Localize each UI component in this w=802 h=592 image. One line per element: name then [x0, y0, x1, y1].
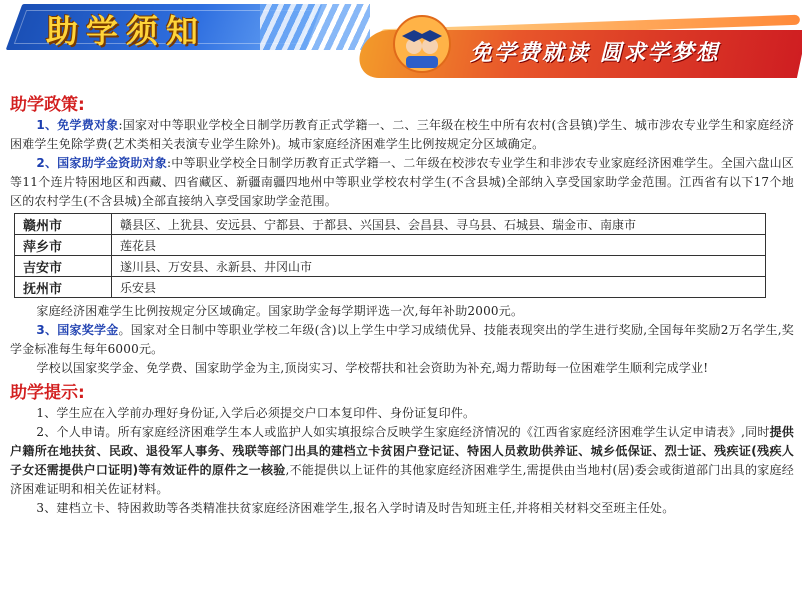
- page-title: 助学须知: [46, 12, 207, 50]
- tip2-required-docs: 提供户籍所在地扶贫、民政、退役军人事务、残联等部门出具的建档立卡贫困户登记证、特困人员救助供养证、城乡低保证、烈士证、残疾证(残疾人子女还需提供户口证明)等有效证件的原件之一核验: [10, 425, 795, 477]
- table-row: [15, 214, 766, 235]
- tips-title: 助学提示:: [10, 383, 85, 403]
- city-cell: 赣州市: [15, 214, 112, 235]
- table-row: [15, 277, 766, 298]
- header-banner: [0, 0, 802, 88]
- policy-item-2: [10, 154, 794, 211]
- tip-1: 1、学生应在入学前办理好身份证,入学后必须提交户口本复印件、身份证复印件。: [36, 406, 476, 420]
- policy-title: 助学政策:: [10, 95, 85, 115]
- city-cell: 抚州市: [15, 277, 112, 298]
- item3-text: 。国家对全日制中等职业学校二年级(含)以上学生中学习成绩优异、技能表现突出的学生进行奖励,全国每年奖励2万名学生,奖学金标准每生每年6000元。: [10, 323, 794, 356]
- main-content: [10, 94, 794, 518]
- counties-cell: 乐安县: [112, 277, 766, 298]
- closing-text: 学校以国家奖学金、免学费、国家助学金为主,顶岗实习、学校帮扶和社会资助为补充,竭力帮助每一位困难学生顺利完成学业!: [36, 361, 709, 375]
- item2-label: 2、国家助学金资助对象: [36, 156, 168, 170]
- title-stripes: [260, 4, 370, 50]
- after-table-text: 家庭经济困难学生比例按规定分区域确定。国家助学金每学期评选一次,每年补助2000元。: [36, 304, 524, 318]
- tip2-intro: 2、个人申请。所有家庭经济困难学生本人或监护人如实填报综合反映学生家庭经济情况的《江西省家庭经济困难学生认定申请表》,同时: [36, 425, 770, 439]
- table-row: [15, 256, 766, 277]
- region-table: [14, 213, 766, 298]
- graduates-icon: [392, 10, 452, 74]
- counties-cell: 赣县区、上犹县、安远县、宁都县、于都县、兴国县、会昌县、寻乌县、石城县、瑞金市、南康市: [112, 214, 766, 235]
- item2-text: :中等职业学校全日制学历教育正式学籍一、二年级在校涉农专业学生和非涉农专业家庭经济困难学生。全国六盘山区等11个连片特困地区和西藏、四省藏区、新疆南疆四地州中等职业学校农村学生(不含县城)全部纳入享受国家助学金范围。江西省有以下17个地区的农村学生(不含县城)全部直接纳入享受国家助学金范围。: [10, 156, 794, 208]
- item1-label: 1、免学费对象: [36, 118, 119, 132]
- tip-2: [10, 423, 794, 499]
- item3-label: 3、国家奖学金: [36, 323, 119, 337]
- counties-cell: 遂川县、万安县、永新县、井冈山市: [112, 256, 766, 277]
- policy-item-1: [10, 116, 794, 154]
- table-row: [15, 235, 766, 256]
- city-cell: 萍乡市: [15, 235, 112, 256]
- city-cell: 吉安市: [15, 256, 112, 277]
- tip2-alternative: ,不能提供以上证件的其他家庭经济困难学生,需提供由当地村(居)委会或街道部门出具的家庭经济困难证明和相关佐证材料。: [10, 463, 795, 496]
- slogan: 免学费就读 圆求学梦想: [470, 41, 720, 66]
- counties-cell: 莲花县: [112, 235, 766, 256]
- policy-item-3: [10, 321, 794, 359]
- tip-3: 3、建档立卡、特困救助等各类精准扶贫家庭经济困难学生,报名入学时请及时告知班主任,并将相关材料交至班主任处。: [36, 501, 675, 515]
- item1-text: :国家对中等职业学校全日制学历教育正式学籍一、二、三年级在校生中所有农村(含县镇)学生、城市涉农专业学生和家庭经济困难学生免除学费(艺术类相关表演专业学生除外)。城市家庭经济困难学生比例按规定分区域确定。: [10, 118, 794, 151]
